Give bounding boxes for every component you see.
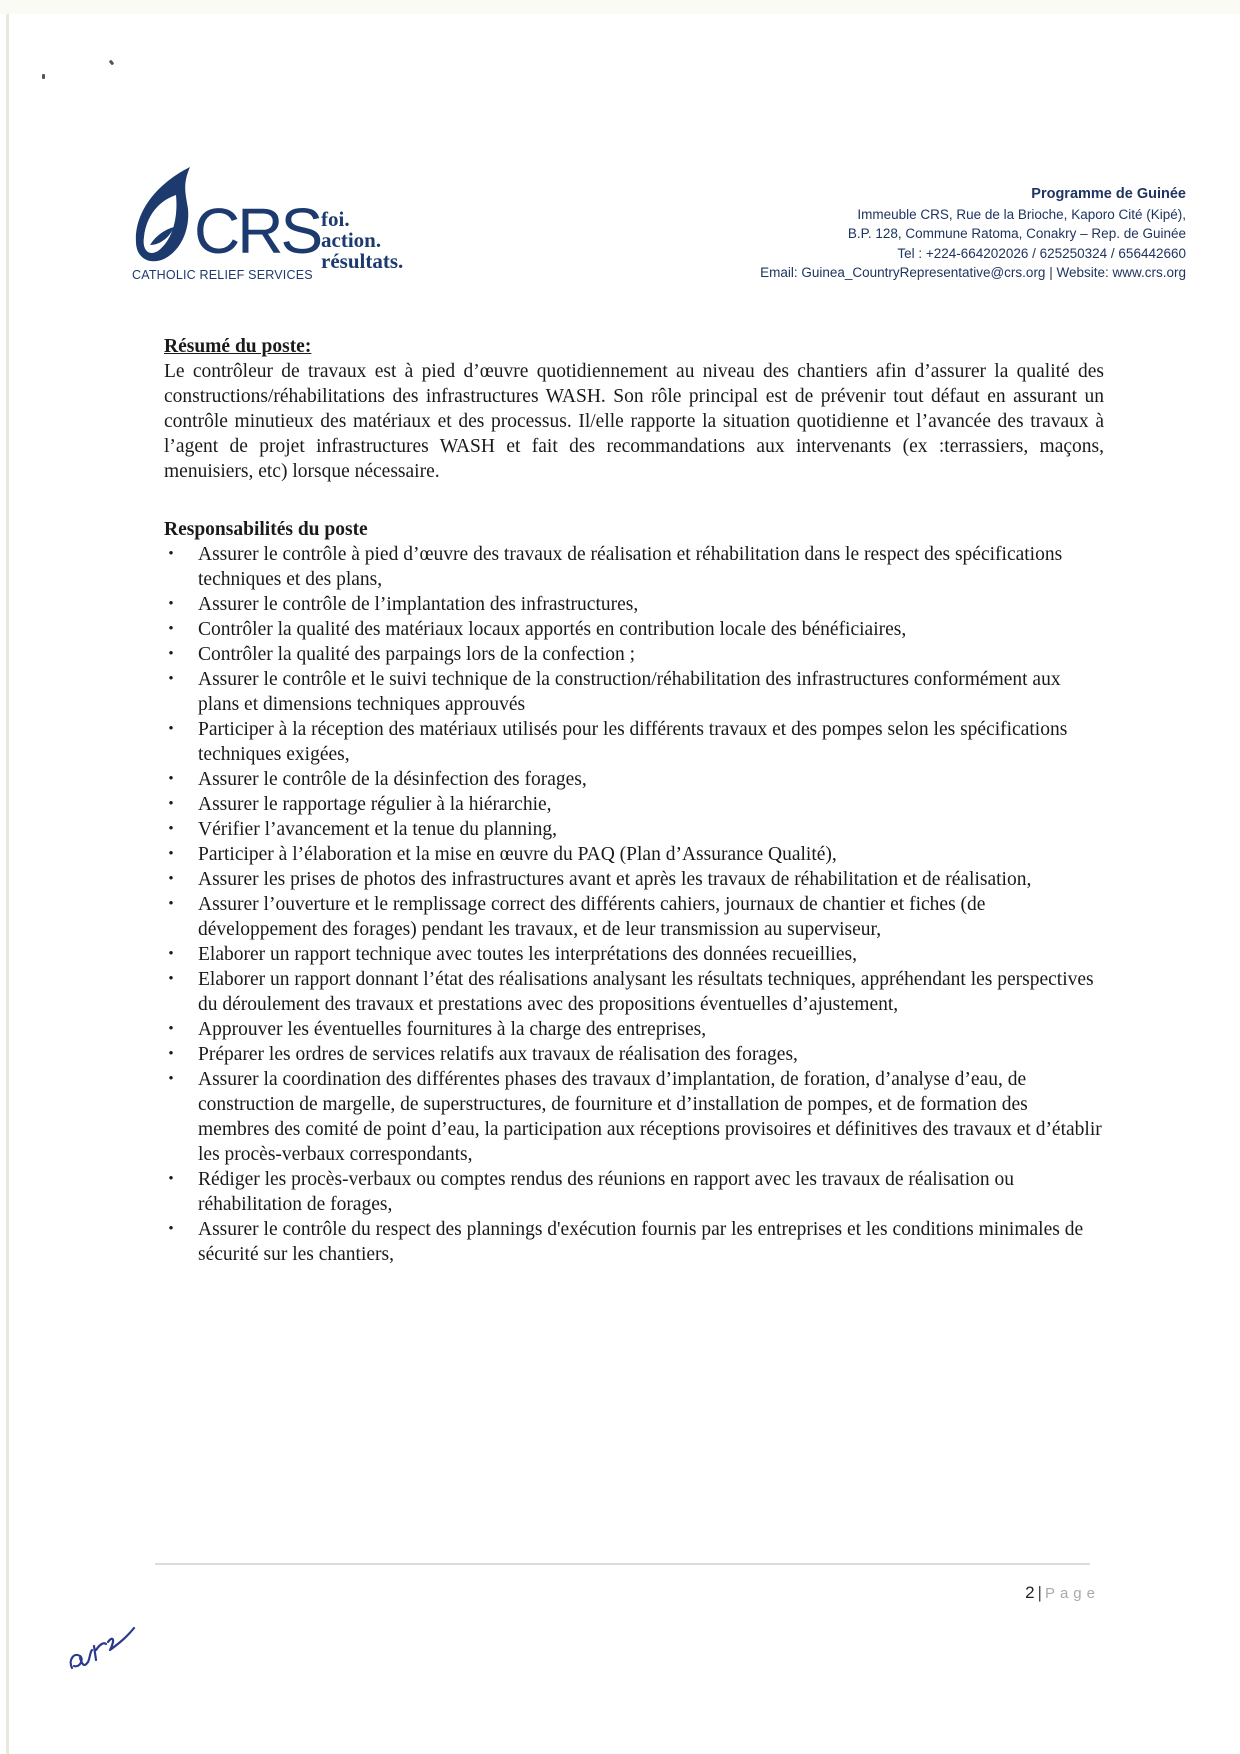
list-item [164,592,1104,617]
bullet-icon: • [168,1221,174,1237]
list-item [164,667,1104,717]
crs-logo [128,165,428,285]
tagline-line: action. [321,228,382,252]
list-item-text: Participer à la réception des matériaux utilisés pour les différents travaux et des pompes selon les spécifications techniques exigées, [198,719,1068,765]
responsibilities-heading: Responsabilités du poste [164,519,368,540]
list-item-text: Elaborer un rapport technique avec toutes les interprétations des données recueillies, [198,944,857,965]
footer-divider [155,1563,1090,1565]
list-item [164,1017,1104,1042]
scan-edge-left [6,14,9,1754]
bullet-icon: • [168,546,174,562]
summary-heading: Résumé du poste: [164,336,312,357]
bullet-icon: • [168,821,174,837]
list-item [164,792,1104,817]
bullet-icon: • [168,1171,174,1187]
list-item-text: Assurer le rapportage régulier à la hiérarchie, [198,794,552,815]
summary-text: Le contrôleur de travaux est à pied d’œuvre quotidiennement au niveau des chantiers afin d’assurer la qualité des constructions/réhabilitations des infrastructures WASH. Son rôle principal est de prévenir tout défaut en assurant un contrôle minutieux des matériaux et des processus. Il/elle rapporte la situation quotidienne et l’avancée des travaux à l’agent de projet infrastructures WASH et fait des recommandations aux intervenants (ex :terrassiers, maçons, menuisiers, etc) lorsque nécessaire. [164,361,1104,482]
email-website: Email: Guinea_CountryRepresentative@crs.org | Website: www.crs.org [760,265,1186,280]
address-line: B.P. 128, Commune Ratoma, Conakry – Rep. de Guinée [847,226,1186,241]
list-item [164,1217,1104,1267]
document-body [164,334,1104,1267]
list-item [164,1167,1104,1217]
page-number [1025,1583,1100,1603]
list-item-text: Vérifier l’avancement et la tenue du planning, [198,819,557,840]
scan-edge-top [0,0,1240,14]
list-item-text: Approuver les éventuelles fournitures à la charge des entreprises, [198,1019,707,1040]
list-item-text: Assurer le contrôle du respect des plannings d'exécution fournis par les entreprises et les conditions minimales de sécurité sur les chantiers, [198,1219,1084,1265]
logo-caption: CATHOLIC RELIEF SERVICES [132,268,313,282]
bullet-icon: • [168,721,174,737]
list-item [164,617,1104,642]
phone-numbers: Tel : +224-664202026 / 625250324 / 656442660 [897,245,1186,261]
list-item-text: Assurer le contrôle et le suivi technique de la construction/réhabilitation des infrastructures conformément aux plans et dimensions techniques approuvés [198,669,1061,715]
address-block [760,185,1186,283]
bullet-icon: • [168,1071,174,1087]
address-line: Immeuble CRS, Rue de la Brioche, Kaporo Cité (Kipé), [857,206,1186,222]
bullet-icon: • [168,796,174,812]
list-item-text: Assurer la coordination des différentes phases des travaux d’implantation, de foration, d’analyse d’eau, de construction de margelle, de superstructures, de fourniture et d’installation de pompes, et de formation des membres des comité de point d’eau, la participation aux réceptions provisoires et définitives des travaux et d’établir les procès-verbaux correspondants, [198,1069,1102,1165]
logo-tagline [321,209,403,272]
bullet-icon: • [168,896,174,912]
bullet-icon: • [168,971,174,987]
list-item [164,867,1104,892]
list-item [164,967,1104,1017]
list-item-text: Rédiger les procès-verbaux ou comptes rendus des réunions en rapport avec les travaux de réalisation ou réhabilitation de forages, [198,1169,1015,1215]
list-item-text: Assurer le contrôle à pied d’œuvre des travaux de réalisation et réhabilitation dans le respect des spécifications techniques et des plans, [198,544,1063,590]
list-item [164,1067,1104,1167]
tagline-line: foi. [321,207,350,231]
list-item [164,642,1104,667]
list-item [164,1042,1104,1067]
bullet-icon: • [168,946,174,962]
bullet-icon: • [168,596,174,612]
list-item [164,542,1104,592]
list-item-text: Elaborer un rapport donnant l’état des réalisations analysant les résultats techniques, appréhendant les perspectives du déroulement des travaux et prestations avec des propositions éventuelles d’ajustement, [198,969,1094,1015]
tagline-line: résultats. [321,249,404,273]
bullet-icon: • [168,646,174,662]
scan-speck [42,74,45,79]
list-item-text: Contrôler la qualité des matériaux locaux apportés en contribution locale des bénéficiaires, [198,619,907,640]
page-label: Page [1044,1585,1100,1602]
bullet-icon: • [168,846,174,862]
scan-speck [109,60,115,66]
list-item [164,817,1104,842]
list-item [164,842,1104,867]
list-item-text: Assurer l’ouverture et le remplissage correct des différents cahiers, journaux de chantier et fiches (de développement des forages) pendant les travaux, et de leur transmission au superviseur, [198,894,986,940]
bullet-icon: • [168,871,174,887]
programme-name: Programme de Guinée [1031,186,1186,202]
responsibilities-list [164,542,1104,1267]
page-number-value: 2 [1025,1583,1035,1602]
bullet-icon: • [168,1021,174,1037]
bullet-icon: • [168,771,174,787]
list-item-text: Assurer le contrôle de la désinfection des forages, [198,769,587,790]
bullet-icon: • [168,621,174,637]
list-item-text: Contrôler la qualité des parpaings lors de la confection ; [198,644,635,665]
handwritten-initials-icon [64,1616,154,1676]
bullet-icon: • [168,671,174,687]
bullet-icon: • [168,1046,174,1062]
logo-wordmark: CRS [194,195,321,267]
list-item [164,892,1104,942]
list-item-text: Préparer les ordres de services relatifs aux travaux de réalisation des forages, [198,1044,798,1065]
list-item-text: Assurer le contrôle de l’implantation des infrastructures, [198,594,639,615]
list-item-text: Participer à l’élaboration et la mise en œuvre du PAQ (Plan d’Assurance Qualité), [198,844,837,865]
list-item [164,942,1104,967]
page-separator: | [1037,1583,1042,1602]
list-item [164,767,1104,792]
list-item [164,717,1104,767]
list-item-text: Assurer les prises de photos des infrastructures avant et après les travaux de réhabilitation et de réalisation, [198,869,1032,890]
